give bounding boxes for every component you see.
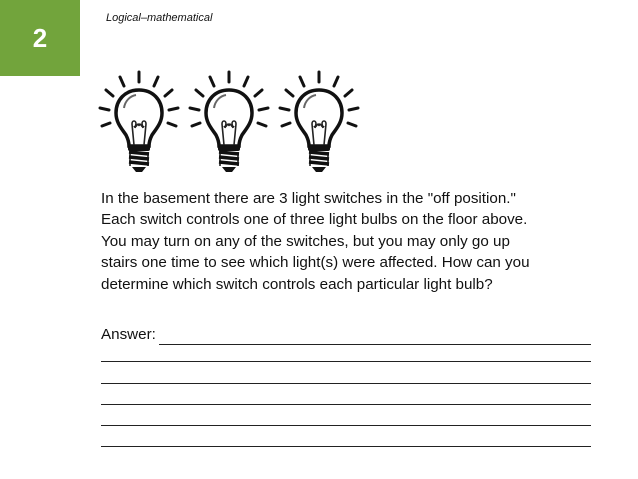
answer-line[interactable] [159,330,591,345]
answer-line[interactable] [101,409,591,430]
question-line: determine which switch controls each particular light bulb? [101,275,493,293]
answer-label: Answer: [101,325,156,343]
light-bulb-icon [274,68,364,180]
question-line: Each switch controls one of three light bulbs on the floor above. [101,211,528,229]
answer-area [101,324,591,451]
slide-number: 2 [32,22,48,53]
answer-line[interactable] [101,430,591,451]
light-bulbs-illustration [94,68,364,180]
question-line: In the basement there are 3 light switches in the "off position." [101,190,516,207]
answer-first-row [101,324,591,345]
light-bulb-icon [94,68,184,180]
answer-line[interactable] [101,388,591,409]
answer-line[interactable] [101,366,591,387]
light-bulb-icon [184,68,274,180]
slide-number-badge [0,0,80,76]
answer-line[interactable] [101,345,591,366]
category-label: Logical–mathematical [106,12,213,24]
question-text [101,188,581,295]
question-line: You may turn on any of the switches, but you may only go up [101,232,510,250]
question-line: stairs one time to see which light(s) were affected. How can you [101,254,530,272]
